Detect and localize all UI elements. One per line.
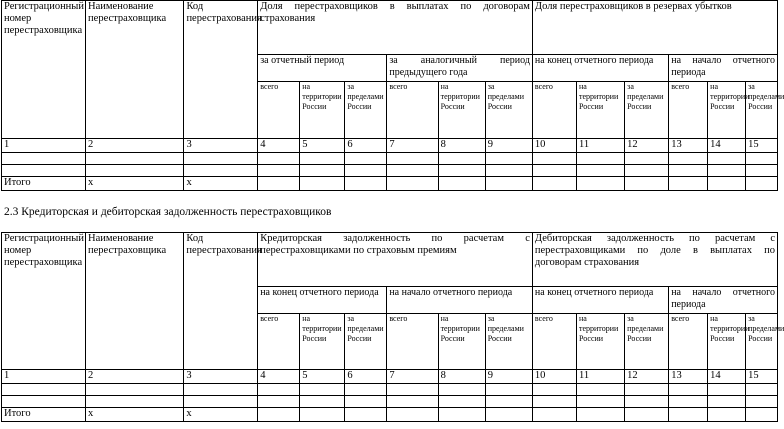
col-reinsurance-code: Код перестрахования [184,233,258,370]
column-number: 5 [300,370,345,384]
detail-total: всего [258,314,300,370]
detail-outside-russia: за пределами России [746,314,778,370]
column-number-row [2,370,778,384]
column-number: 8 [438,139,485,153]
detail-total: всего [669,314,708,370]
column-number: 14 [708,139,746,153]
detail-outside-russia: за пределами России [625,82,669,139]
column-number: 11 [576,139,624,153]
sub-end-of-period: на конец отчетного периода [258,287,387,314]
total-row [2,177,778,191]
column-number: 15 [746,139,778,153]
total-col3-mark: х [184,408,258,422]
detail-in-russia: на территории России [438,314,485,370]
total-label: Итого [2,408,86,422]
column-number: 4 [258,370,300,384]
total-row [2,408,778,422]
column-number: 7 [387,139,438,153]
sub-start-of-period: на начало отчетного периода [387,287,533,314]
table-row [2,153,778,165]
detail-in-russia: на территории России [300,314,345,370]
col-reinsurance-code: Код перестрахования [184,1,258,139]
detail-total: всего [387,314,438,370]
table-row [2,396,778,408]
col-reinsurer-name: Наименование перестраховщика [86,233,184,370]
column-number: 1 [2,139,86,153]
detail-outside-russia: за пределами России [485,314,532,370]
column-number: 6 [345,139,387,153]
column-number: 15 [746,370,778,384]
detail-outside-russia: за пределами России [345,82,387,139]
total-label: Итого [2,177,86,191]
sub-end-of-period: на конец отчетного периода [532,287,668,314]
sub-current-period: за отчетный период [258,55,387,82]
detail-total: всего [532,82,576,139]
column-number: 3 [184,370,258,384]
detail-outside-russia: за пределами России [485,82,532,139]
column-number: 2 [86,139,184,153]
detail-in-russia: на территории России [708,82,746,139]
section-title: 2.3 Кредиторская и дебиторская задолженность перестраховщиков [4,206,332,218]
column-number: 13 [669,370,708,384]
sub-start-of-period: на начало отчетного периода [669,55,778,82]
column-number: 11 [576,370,624,384]
total-col2-mark: х [86,408,184,422]
column-number: 9 [485,139,532,153]
column-number: 6 [345,370,387,384]
payables-receivables-table [1,232,784,422]
table-row [2,165,778,177]
column-number: 1 [2,370,86,384]
column-number: 5 [300,139,345,153]
column-number: 12 [625,370,669,384]
detail-in-russia: на территории России [708,314,746,370]
sub-start-of-period: на начало отчетного периода [669,287,778,314]
col-registration-number: Регистрационный номер перестраховщика [2,233,86,370]
group-share-in-payments: Доля перестраховщиков в выплатах по договорам страхования [258,1,533,55]
column-number: 14 [708,370,746,384]
group-accounts-receivable: Дебиторская задолженность по расчетам с перестраховщиками по доле в выплатах по договорам страхования [532,233,777,287]
column-number: 4 [258,139,300,153]
sub-end-of-period: на конец отчетного периода [532,55,668,82]
total-col3-mark: х [184,177,258,191]
detail-total: всего [258,82,300,139]
column-number: 3 [184,139,258,153]
sub-previous-year-period: за аналогичный период предыдущего года [387,55,533,82]
detail-in-russia: на территории России [438,82,485,139]
column-number: 12 [625,139,669,153]
col-reinsurer-name: Наименование перестраховщика [86,1,184,139]
detail-outside-russia: за пределами России [345,314,387,370]
column-number: 10 [532,139,576,153]
group-share-in-reserves: Доля перестраховщиков в резервах убытков [532,1,777,55]
group-accounts-payable: Кредиторская задолженность по расчетам с перестраховщиками по страховым премиям [258,233,533,287]
column-number: 2 [86,370,184,384]
detail-outside-russia: за пределами России [746,82,778,139]
column-number: 10 [532,370,576,384]
column-number-row [2,139,778,153]
detail-total: всего [532,314,576,370]
col-registration-number: Регистрационный номер перестраховщика [2,1,86,139]
detail-outside-russia: за пределами России [625,314,669,370]
total-col2-mark: х [86,177,184,191]
column-number: 13 [669,139,708,153]
column-number: 7 [387,370,438,384]
table-row [2,384,778,396]
detail-total: всего [669,82,708,139]
detail-in-russia: на территории России [300,82,345,139]
reinsurers-payments-reserves-table [1,0,784,191]
detail-in-russia: на территории России [576,314,624,370]
detail-total: всего [387,82,438,139]
detail-in-russia: на территории России [576,82,624,139]
column-number: 9 [485,370,532,384]
column-number: 8 [438,370,485,384]
